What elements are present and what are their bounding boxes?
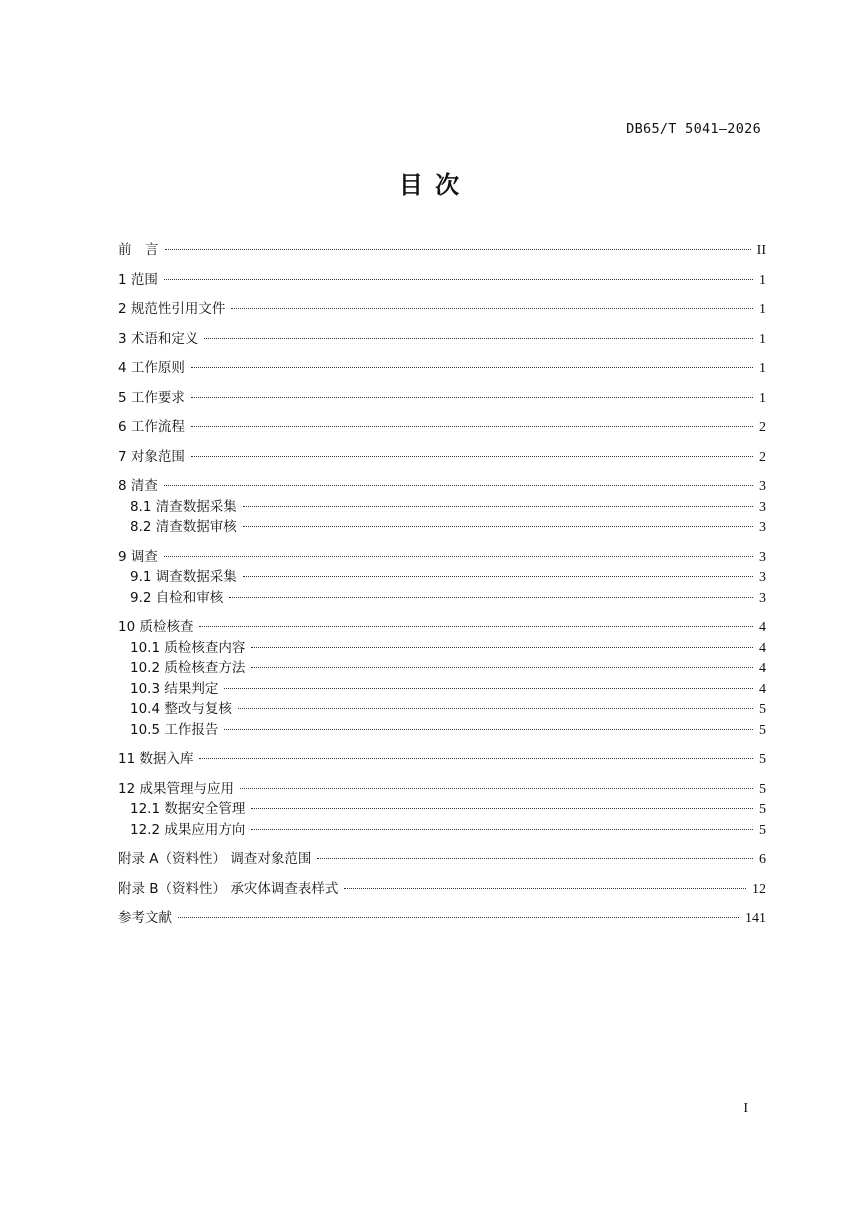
toc-entry[interactable] xyxy=(118,270,766,291)
dot-leader xyxy=(191,367,753,368)
document-code: DB65/T 5041—2026 xyxy=(626,121,761,137)
toc-entry-page: 3 xyxy=(759,479,766,494)
dot-leader xyxy=(165,249,751,250)
toc-entry-label: 1 范围 xyxy=(118,271,158,288)
toc-entry-label: 12.2 成果应用方向 xyxy=(130,821,246,838)
toc-subentry[interactable] xyxy=(118,658,766,679)
dot-leader xyxy=(251,647,753,648)
toc-entry-label: 10 质检核查 xyxy=(118,619,194,635)
toc-entry-page: 4 xyxy=(759,620,766,635)
dot-leader xyxy=(317,858,753,859)
toc-entry-page: 2 xyxy=(759,420,766,435)
toc-entry-label: 10.2 质检核查方法 xyxy=(130,660,246,676)
toc-entry-label: 附录 B（资料性） 承灾体调查表样式 xyxy=(118,880,339,897)
toc-entry[interactable] xyxy=(118,299,766,320)
toc-entry-page: 3 xyxy=(759,590,766,606)
dot-leader xyxy=(199,758,753,759)
toc-entry-label: 10.1 质检核查内容 xyxy=(130,639,246,656)
toc-entry-label: 前 言 xyxy=(118,242,159,258)
toc-entry[interactable] xyxy=(118,749,766,770)
toc-entry-page: 1 xyxy=(759,331,766,347)
toc-entry-label: 4 工作原则 xyxy=(118,360,185,376)
dot-leader xyxy=(238,708,753,709)
toc-entry-label: 10.5 工作报告 xyxy=(130,721,219,738)
toc-entry-label: 9 调查 xyxy=(118,548,158,565)
dot-leader xyxy=(251,829,753,830)
toc-entry-label: 8 清查 xyxy=(118,478,158,494)
dot-leader xyxy=(164,279,753,280)
toc-entry-page: 3 xyxy=(759,570,766,585)
dot-leader xyxy=(164,556,753,557)
toc-entry[interactable] xyxy=(118,417,766,438)
dot-leader xyxy=(224,729,753,730)
toc-entry[interactable] xyxy=(118,617,766,638)
toc-entry[interactable] xyxy=(118,388,766,409)
toc-entry-label: 3 术语和定义 xyxy=(118,330,199,347)
toc-entry-page: 4 xyxy=(759,661,766,676)
toc-entry-page: 1 xyxy=(759,272,766,288)
toc-entry[interactable] xyxy=(118,547,766,568)
toc-subentry[interactable] xyxy=(118,517,766,538)
toc-entry-page: 3 xyxy=(759,520,766,535)
toc-entry-label: 参考文献 xyxy=(118,910,172,926)
toc-entry-page: 4 xyxy=(759,681,766,697)
toc-entry-label: 8.1 清查数据采集 xyxy=(130,498,237,515)
toc-entry[interactable] xyxy=(118,329,766,350)
toc-entry-page: 141 xyxy=(745,911,766,926)
toc-entry-page: 4 xyxy=(759,640,766,656)
dot-leader xyxy=(178,917,739,918)
toc-entry[interactable] xyxy=(118,908,766,929)
toc-entry-label: 9.1 调查数据采集 xyxy=(130,569,237,585)
toc-entry-page: 5 xyxy=(759,722,766,738)
toc-subentry[interactable] xyxy=(118,799,766,820)
toc-entry-page: 2 xyxy=(759,449,766,465)
toc-entry-label: 11 数据入库 xyxy=(118,751,194,767)
dot-leader xyxy=(191,456,753,457)
dot-leader xyxy=(224,688,753,689)
toc-subentry[interactable] xyxy=(118,567,766,588)
toc-subentry[interactable] xyxy=(118,720,766,741)
toc-subentry[interactable] xyxy=(118,497,766,518)
toc-entry-label: 2 规范性引用文件 xyxy=(118,301,226,317)
dot-leader xyxy=(251,808,753,809)
table-of-contents xyxy=(118,240,766,929)
toc-entry-page: 12 xyxy=(752,881,766,897)
dot-leader xyxy=(243,526,753,527)
dot-leader xyxy=(191,426,753,427)
toc-entry[interactable] xyxy=(118,240,766,261)
toc-entry-page: 5 xyxy=(759,781,766,797)
toc-entry[interactable] xyxy=(118,849,766,870)
toc-entry-label: 12 成果管理与应用 xyxy=(118,780,234,797)
toc-entry-label: 10.4 整改与复核 xyxy=(130,701,232,717)
toc-subentry[interactable] xyxy=(118,679,766,700)
toc-entry-label: 5 工作要求 xyxy=(118,389,185,406)
dot-leader xyxy=(204,338,753,339)
toc-entry-page: 5 xyxy=(759,822,766,838)
toc-entry-page: 3 xyxy=(759,499,766,515)
toc-subentry[interactable] xyxy=(118,820,766,841)
toc-entry[interactable] xyxy=(118,447,766,468)
toc-entry-page: 6 xyxy=(759,852,766,867)
toc-subentry[interactable] xyxy=(118,638,766,659)
dot-leader xyxy=(251,667,753,668)
toc-entry-page: 1 xyxy=(759,302,766,317)
toc-entry-label: 10.3 结果判定 xyxy=(130,680,219,697)
toc-entry-label: 附录 A（资料性） 调查对象范围 xyxy=(118,851,312,867)
dot-leader xyxy=(199,626,753,627)
toc-entry[interactable] xyxy=(118,358,766,379)
toc-entry-label: 8.2 清查数据审核 xyxy=(130,519,237,535)
dot-leader xyxy=(240,788,753,789)
toc-entry-label: 12.1 数据安全管理 xyxy=(130,801,246,817)
dot-leader xyxy=(344,888,746,889)
toc-entry-page: 1 xyxy=(759,390,766,406)
toc-entry-page: 5 xyxy=(759,802,766,817)
toc-entry-page: 3 xyxy=(759,549,766,565)
dot-leader xyxy=(243,576,753,577)
toc-entry-page: II xyxy=(756,243,766,258)
dot-leader xyxy=(229,597,753,598)
toc-subentry[interactable] xyxy=(118,588,766,609)
toc-entry-page: 1 xyxy=(759,361,766,376)
toc-entry[interactable] xyxy=(118,476,766,497)
toc-entry-page: 5 xyxy=(759,702,766,717)
toc-entry[interactable] xyxy=(118,879,766,900)
dot-leader xyxy=(164,485,753,486)
toc-entry-label: 7 对象范围 xyxy=(118,448,185,465)
toc-entry[interactable] xyxy=(118,779,766,800)
toc-entry-label: 9.2 自检和审核 xyxy=(130,589,224,606)
toc-entry-page: 5 xyxy=(759,752,766,767)
toc-subentry[interactable] xyxy=(118,699,766,720)
page-title: 目 次 xyxy=(398,171,462,199)
dot-leader xyxy=(243,506,753,507)
dot-leader xyxy=(191,397,753,398)
dot-leader xyxy=(231,308,753,309)
toc-entry-label: 6 工作流程 xyxy=(118,419,185,435)
page-number: I xyxy=(743,1101,748,1116)
